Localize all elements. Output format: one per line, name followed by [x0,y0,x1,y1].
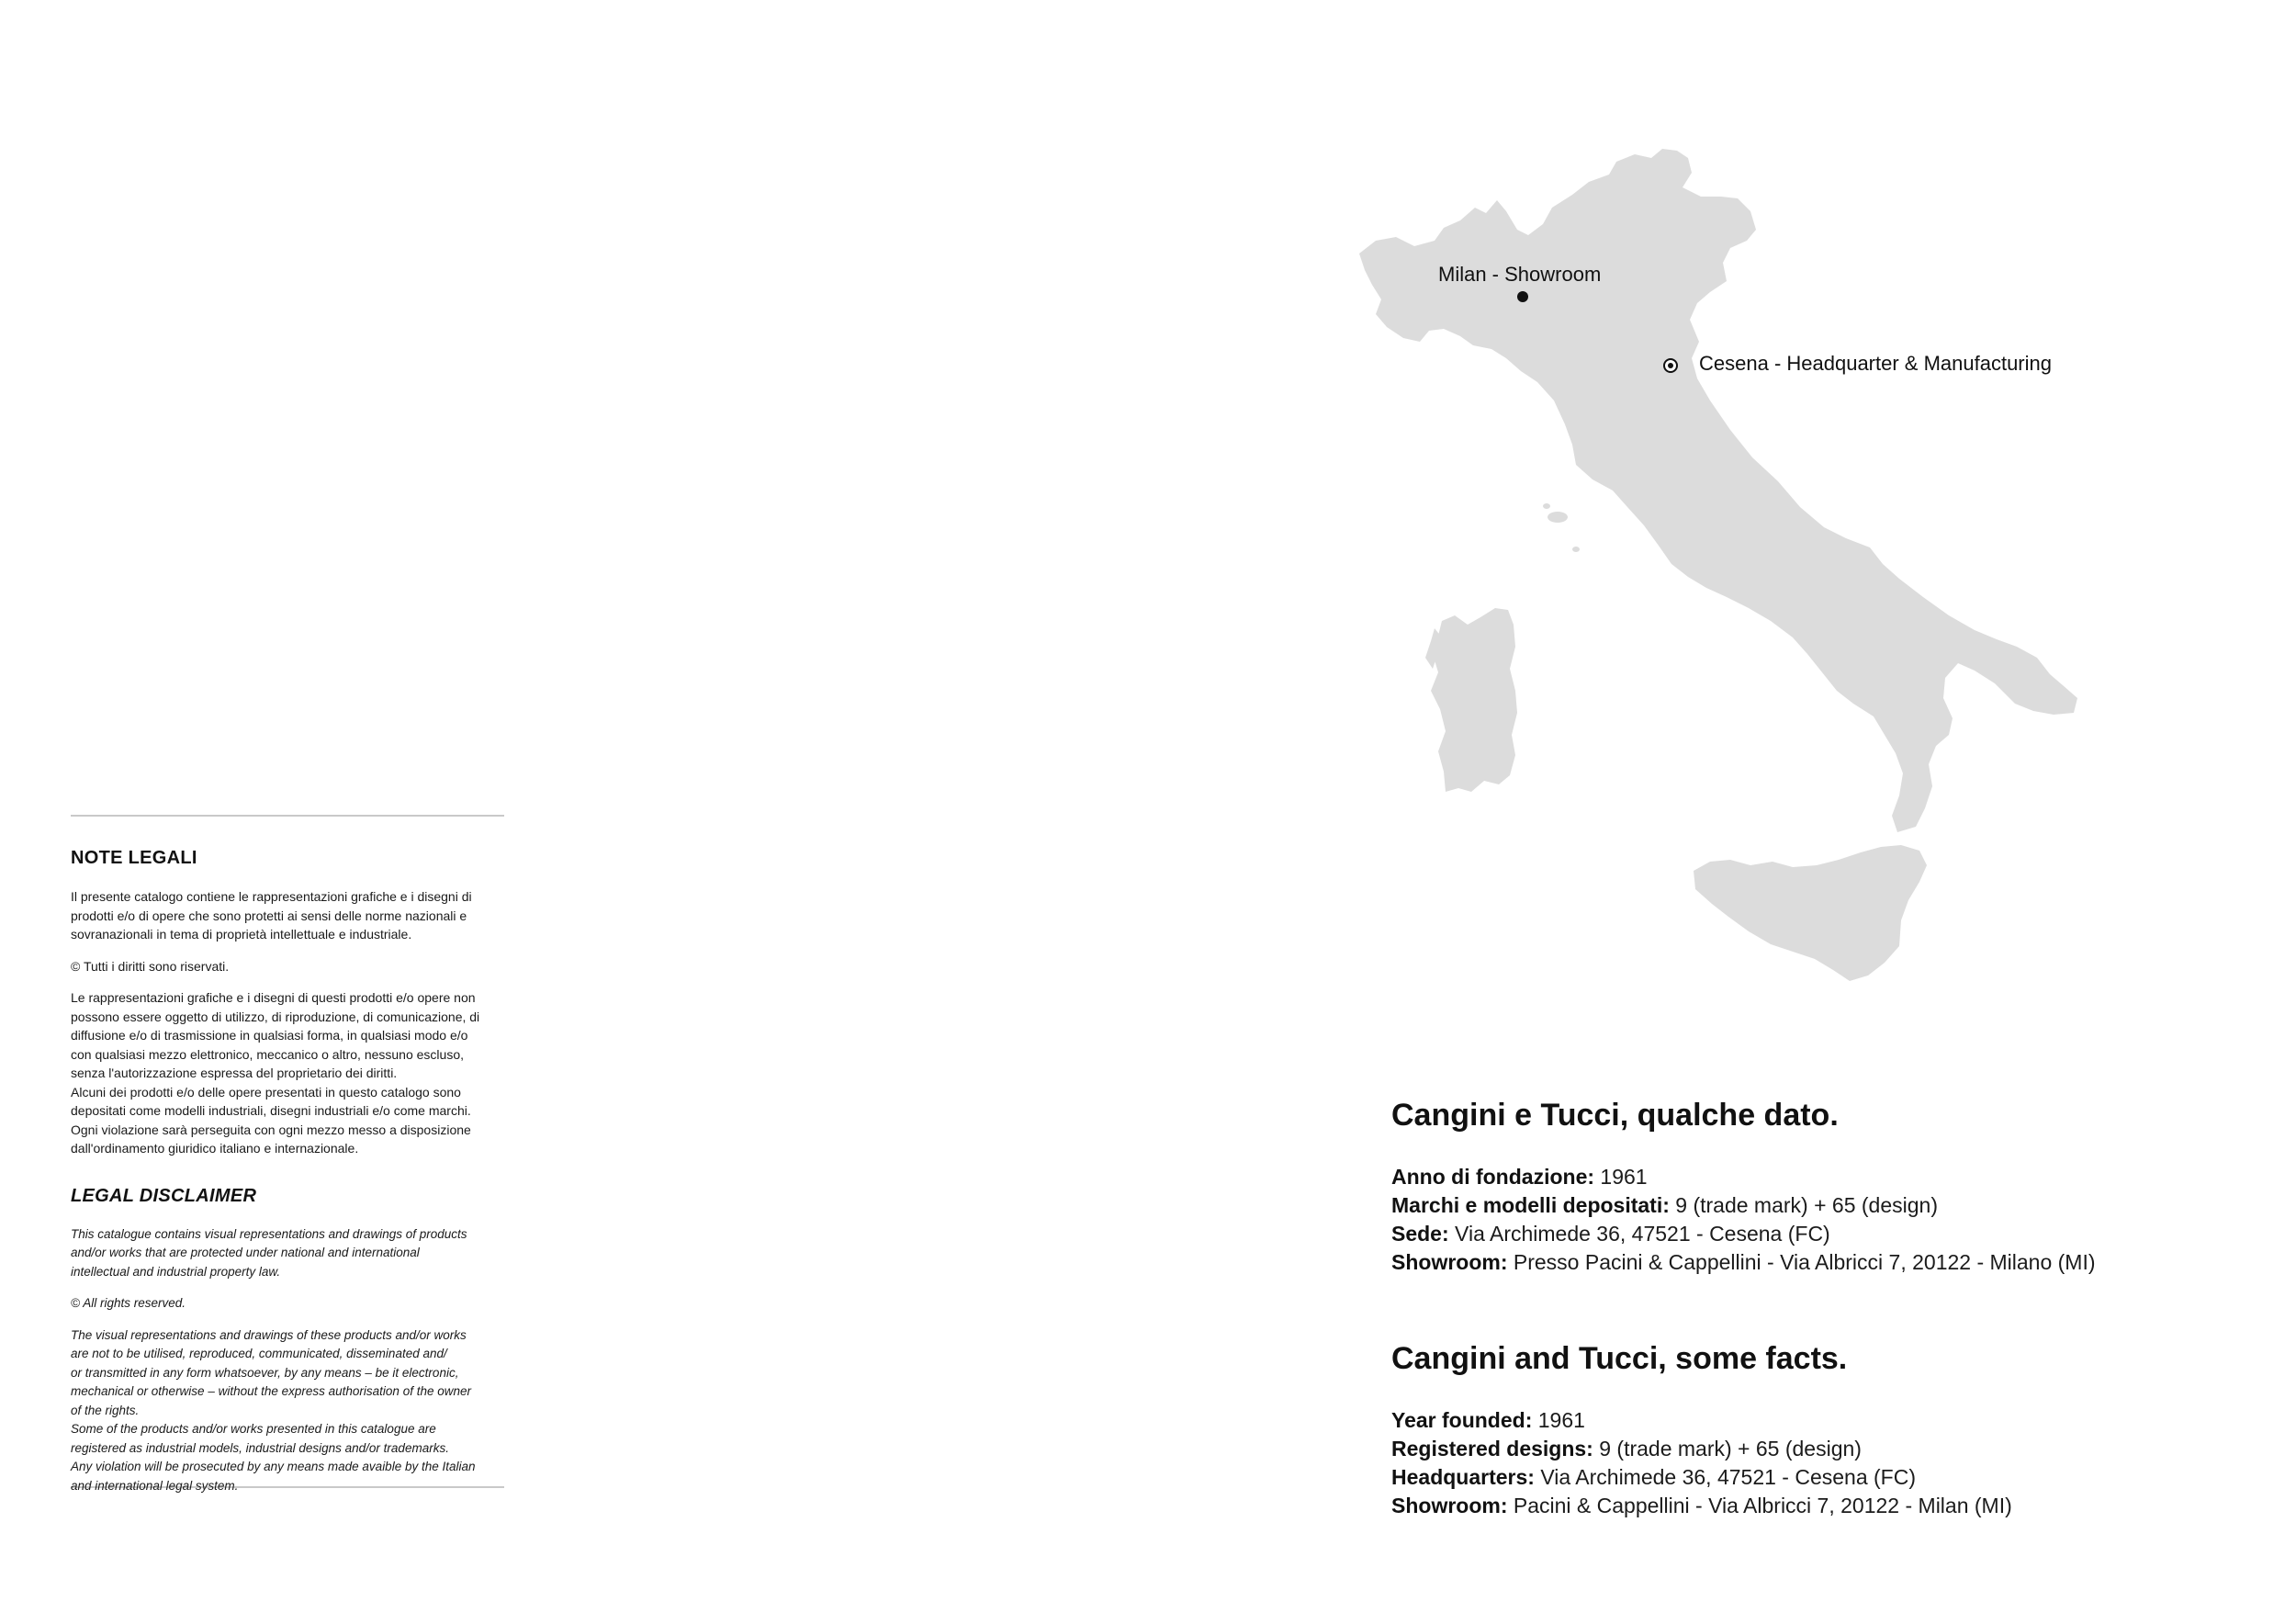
text-line: sovranazionali in tema di proprietà intellettuale e industriale. [71,927,412,942]
text-line: con qualsiasi mezzo elettronico, meccanico o altro, nessuno escluso, [71,1046,464,1062]
legal-it-rights: © Tutti i diritti sono riservati. [71,958,230,974]
small-island-shape [1543,503,1550,509]
text-line: intellectual and industrial property law. [71,1264,281,1279]
fact-row-trademarks [1391,1435,2181,1463]
text-line: Alcuni dei prodotti e/o delle opere presentati in questo catalogo sono [71,1084,461,1100]
text-line: Some of the products and/or works presented in this catalogue are [71,1422,436,1436]
fact-label: Registered designs: [1391,1437,1593,1460]
legal-it-paragraph-3 [71,988,504,1158]
text-line: and international legal system. [71,1478,239,1493]
fact-label: Sede: [1391,1222,1449,1246]
sardinia-shape [1431,608,1517,792]
legal-en-block [71,1186,504,1496]
milan-showroom-label: Milan - Showroom [1438,263,1602,286]
text-line: diffusione e/o di trasmissione in qualsiasi forma, in qualsiasi modo e/o [71,1028,468,1043]
fact-value: Via Archimede 36, 47521 - Cesena (FC) [1534,1465,1917,1489]
fact-row-showroom [1391,1492,2181,1520]
fact-value: Via Archimede 36, 47521 - Cesena (FC) [1448,1222,1830,1246]
text-line: dall'ordinamento giuridico italiano e internazionale. [71,1141,359,1156]
cesena-headquarter-label: Cesena - Headquarter & Manufacturing [1699,352,2052,375]
text-line: prodotti e/o di opere che sono protetti ai sensi delle norme nazionali e [71,908,467,923]
fact-value: 1961 [1532,1408,1585,1432]
legal-en-paragraph-3 [71,1326,504,1496]
small-island-shape [1572,547,1580,552]
text-line: registered as industrial models, industrial designs and/or trademarks. [71,1440,449,1455]
text-line: The visual representations and drawings of these products and/or works [71,1327,467,1342]
sicily-shape [1694,845,1927,981]
text-line: and/or works that are protected under national and international [71,1246,420,1259]
fact-row-founded [1391,1163,2181,1191]
legal-notes-panel [71,815,504,1493]
facts-en-title: Cangini and Tucci, some facts. [1391,1341,1848,1376]
fact-row-trademarks [1391,1191,2181,1220]
fact-row-showroom [1391,1248,2181,1277]
fact-value: 9 (trade mark) + 65 (design) [1593,1437,1862,1460]
legal-it-block [71,848,504,1158]
text-line: are not to be utilised, reproduced, communicated, disseminated and/ [71,1347,447,1360]
legal-en-paragraph-1 [71,1225,504,1282]
text-line: possono essere oggetto di utilizzo, di riproduzione, di comunicazione, di [71,1009,480,1024]
fact-label: Showroom: [1391,1494,1508,1517]
text-line: depositati come modelli industriali, disegni industriali e/o come marchi. [71,1103,471,1118]
milan-location-marker [1517,291,1528,302]
text-line: or transmitted in any form whatsoever, by any means – be it electronic, [71,1365,459,1380]
fact-label: Showroom: [1391,1250,1508,1274]
elba-island-shape [1548,512,1568,523]
legal-en-rights: © All rights reserved. [71,1296,186,1310]
facts-english [1391,1341,2181,1520]
facts-it-title: Cangini e Tucci, qualche dato. [1391,1098,1839,1133]
text-line: Any violation will be prosecuted by any means made avaible by the Italian [71,1460,476,1473]
fact-label: Year founded: [1391,1408,1533,1432]
text-line: of the rights. [71,1403,140,1417]
fact-label: Marchi e modelli depositati: [1391,1193,1670,1217]
legal-en-heading: LEGAL DISCLAIMER [71,1185,257,1206]
fact-value: Presso Pacini & Cappellini - Via Albricci 7, 20122 - Milano (MI) [1507,1250,2096,1274]
fact-row-headquarters [1391,1220,2181,1248]
fact-value: Pacini & Cappellini - Via Albricci 7, 20122 - Milan (MI) [1507,1494,2012,1517]
fact-row-headquarters [1391,1463,2181,1492]
text-line: mechanical or otherwise – without the express authorisation of the owner [71,1384,471,1398]
text-line: Ogni violazione sarà perseguita con ogni mezzo messo a disposizione [71,1122,471,1137]
text-line: Le rappresentazioni grafiche e i disegni di questi prodotti e/o opere non [71,990,476,1005]
text-line: This catalogue contains visual representations and drawings of products [71,1226,467,1241]
fact-label: Headquarters: [1391,1465,1535,1489]
legal-it-heading: NOTE LEGALI [71,848,197,868]
facts-italian [1391,1098,2181,1277]
text-line: Il presente catalogo contiene le rappresentazioni grafiche e i disegni di [71,889,472,904]
fact-value: 9 (trade mark) + 65 (design) [1669,1193,1938,1217]
fact-row-founded [1391,1406,2181,1435]
text-line: senza l'autorizzazione espressa del proprietario dei diritti. [71,1066,398,1080]
fact-value: 1961 [1594,1165,1648,1189]
cesena-location-marker [1663,358,1678,373]
fact-label: Anno di fondazione: [1391,1165,1595,1189]
legal-it-paragraph-1 [71,887,504,944]
